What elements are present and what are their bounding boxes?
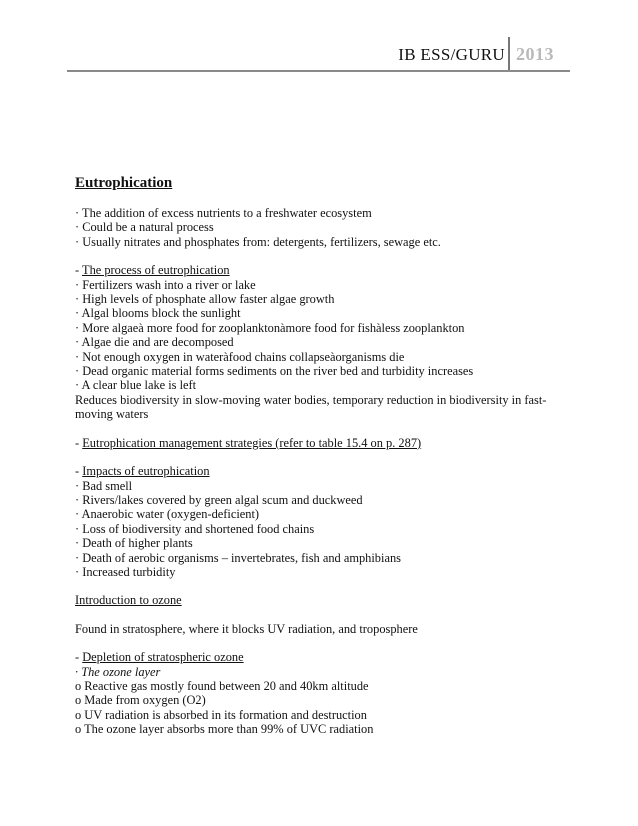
process-item: · A clear blue lake is left bbox=[75, 378, 197, 393]
impacts-item: · Rivers/lakes covered by green algal scum and duckweed bbox=[75, 492, 363, 507]
process-summary-line: moving waters bbox=[75, 407, 149, 422]
process-item: · High levels of phosphate allow faster algae growth bbox=[75, 292, 335, 307]
ozone-heading: Introduction to ozone bbox=[75, 593, 182, 608]
impacts-item: · Bad smell bbox=[75, 478, 133, 493]
impacts-item: · Death of aerobic organisms – invertebrates, fish and amphibians bbox=[75, 550, 401, 565]
ozone-item: o UV radiation is absorbed in its formation and destruction bbox=[75, 707, 367, 722]
page-header bbox=[0, 37, 638, 71]
dash: - bbox=[75, 435, 83, 450]
process-title: The process of eutrophication bbox=[82, 263, 230, 278]
dash: - bbox=[75, 263, 82, 278]
header-year: 2013 bbox=[516, 44, 554, 64]
page-heading: Eutrophication bbox=[75, 175, 173, 191]
ozone-item: o Reactive gas mostly found between 20 and 40km altitude bbox=[75, 678, 369, 693]
process-item: · Algal blooms block the sunlight bbox=[75, 306, 241, 321]
ozone-item: o The ozone layer absorbs more than 99% of UVC radiation bbox=[75, 722, 374, 737]
header-rule bbox=[67, 70, 570, 72]
process-summary-line: Reduces biodiversity in slow-moving water bodies, temporary reduction in biodiversity in fast- bbox=[75, 392, 547, 407]
ozone-layer-label: · The ozone layer bbox=[75, 664, 161, 679]
intro-item: · The addition of excess nutrients to a freshwater ecosystem bbox=[75, 206, 372, 220]
header-separator bbox=[508, 37, 510, 71]
ozone-item: o Made from oxygen (O2) bbox=[75, 693, 206, 708]
intro-list bbox=[75, 206, 565, 249]
impacts-title: Impacts of eutrophication bbox=[82, 464, 210, 479]
dash: - bbox=[75, 464, 83, 479]
management-heading bbox=[75, 436, 565, 450]
impacts-item: · Loss of biodiversity and shortened food chains bbox=[75, 521, 315, 536]
header-title: IB ESS/GURU bbox=[398, 45, 505, 64]
impacts-heading bbox=[75, 464, 565, 478]
depletion-title: Depletion of stratospheric ozone bbox=[82, 650, 244, 665]
ozone-text: Found in stratosphere, where it blocks UV radiation, and troposphere bbox=[75, 621, 418, 636]
process-list bbox=[75, 278, 565, 422]
depletion-heading bbox=[75, 650, 565, 664]
process-item: · Dead organic material forms sediments on the river bed and turbidity increases bbox=[75, 364, 474, 379]
management-title: Eutrophication management strategies (refer to table 15.4 on p. 287) bbox=[82, 435, 422, 450]
process-item: · Not enough oxygen in wateràfood chains collapseàorganisms die bbox=[75, 349, 405, 364]
intro-item: · Could be a natural process bbox=[75, 220, 214, 235]
impacts-list bbox=[75, 479, 565, 580]
process-item: · Fertilizers wash into a river or lake bbox=[75, 277, 256, 292]
intro-item: · Usually nitrates and phosphates from: detergents, fertilizers, sewage etc. bbox=[75, 234, 441, 249]
impacts-item: · Increased turbidity bbox=[75, 564, 176, 579]
process-item: · Algae die and are decomposed bbox=[75, 335, 234, 350]
process-heading bbox=[75, 263, 565, 277]
impacts-item: · Death of higher plants bbox=[75, 536, 193, 551]
process-item: · More algaeà more food for zooplanktonàmore food for fishàless zooplankton bbox=[75, 320, 465, 335]
dash: - bbox=[75, 650, 83, 665]
document-body bbox=[75, 174, 565, 737]
ozone-list bbox=[75, 679, 565, 737]
impacts-item: · Anaerobic water (oxygen-deficient) bbox=[75, 507, 260, 522]
